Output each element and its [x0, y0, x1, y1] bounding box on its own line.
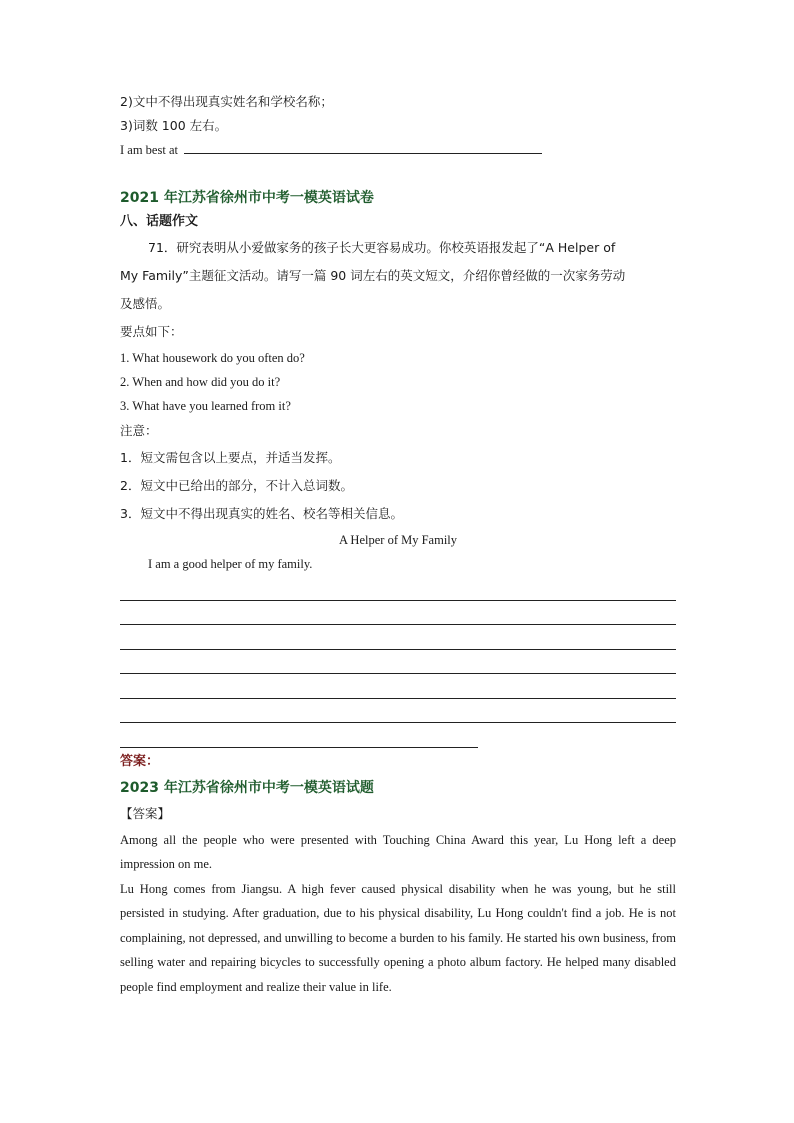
- section-heading: 八、话题作文: [120, 214, 199, 229]
- prompt-line: 及感悟。: [120, 296, 171, 311]
- section-title: 2021 年江苏省徐州市中考一模英语试卷: [120, 190, 374, 206]
- answer-tag: 【答案】: [120, 805, 171, 821]
- essay-title: A Helper of My Family: [338, 533, 458, 547]
- best-at-line: [120, 138, 676, 162]
- best-at-prompt: I am best at: [120, 143, 178, 157]
- writing-line[interactable]: [120, 699, 676, 724]
- answer-blank[interactable]: [184, 141, 542, 154]
- writing-line[interactable]: [120, 576, 676, 601]
- note-item: 2．短文中已给出的部分，不计入总词数。: [120, 478, 353, 493]
- points-label: 要点如下：: [120, 324, 183, 339]
- writing-line[interactable]: [120, 650, 676, 675]
- writing-line[interactable]: [120, 601, 676, 626]
- writing-line[interactable]: [120, 625, 676, 650]
- prompt-line: My Family”主题征文活动。请写一篇 90 词左右的英文短文，介绍你曾经做的一次家务劳动: [120, 268, 626, 283]
- note-item: 1．短文需包含以上要点，并适当发挥。: [120, 450, 341, 465]
- note-line: 2)文中不得出现真实姓名和学校名称；: [120, 94, 333, 109]
- note-line: 3)词数 100 左右。: [120, 118, 228, 133]
- section-title: 2023 年江苏省徐州市中考一模英语试题: [120, 779, 374, 796]
- document-page: [120, 90, 676, 999]
- notes-label: 注意：: [120, 423, 158, 438]
- point-item: 3. What have you learned from it?: [120, 399, 291, 413]
- essay-start: I am a good helper of my family.: [148, 557, 313, 571]
- writing-line[interactable]: [120, 674, 676, 699]
- prompt-line: 71．研究表明从小爱做家务的孩子长大更容易成功。你校英语报发起了“A Helper of: [148, 240, 616, 255]
- point-item: 1. What housework do you often do?: [120, 351, 305, 365]
- note-item: 3．短文中不得出现真实的姓名、校名等相关信息。: [120, 506, 403, 521]
- answer-paragraph: Among all the people who were presented with Touching China Award this year, Lu Hong left a deep impression on me.: [120, 832, 676, 871]
- answer-paragraph: Lu Hong comes from Jiangsu. A high fever caused physical disability when he was young, but he still persisted in studying. After graduation, due to his physical disability, Lu Hong couldn't find a job. He is not complaining, not depressed, and unwilling to become a burden to his family. He started his own business, from selling water and repairing bicycles to successfully opening a photo album factory. He helped many disabled people find employment and realize their value in life.: [120, 881, 676, 994]
- writing-line[interactable]: [120, 723, 478, 748]
- point-item: 2. When and how did you do it?: [120, 375, 281, 389]
- answer-label: 答案：: [120, 753, 160, 769]
